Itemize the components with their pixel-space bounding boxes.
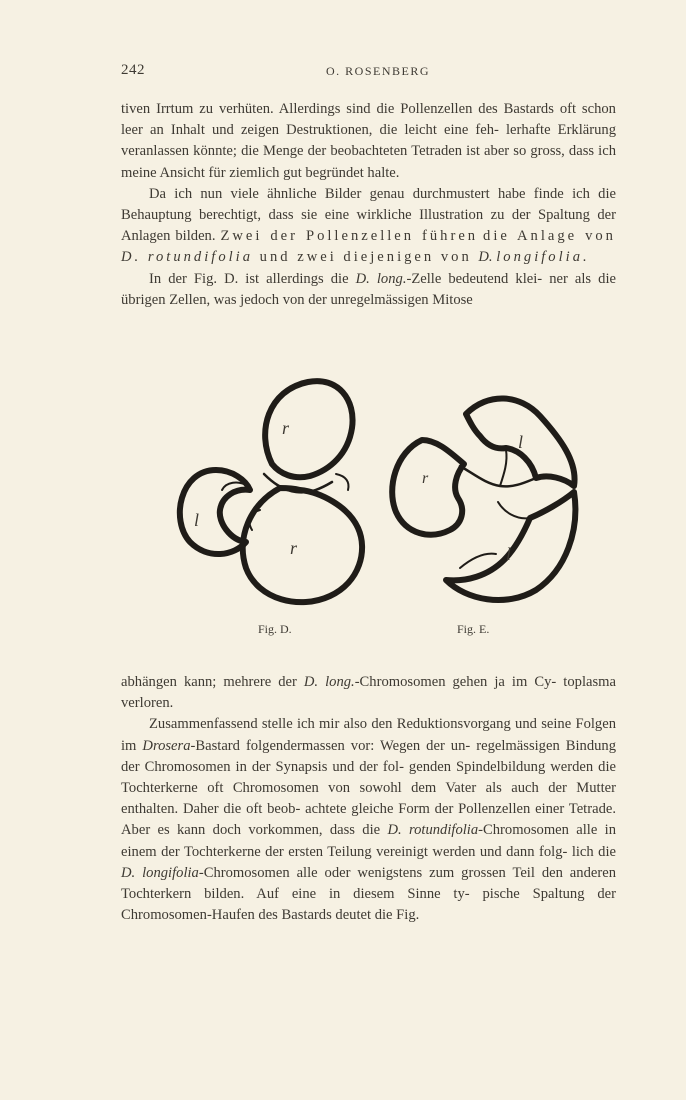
text-line: ner als die übrigen Zellen, was jedoch von der unregelmässigen Mitose — [121, 270, 616, 308]
fig-d-bottom-cell — [243, 488, 362, 602]
figure-caption-d: Fig. D. — [258, 622, 292, 636]
figure-panel — [160, 370, 600, 640]
page-number: 242 — [121, 62, 145, 78]
page-header — [121, 62, 606, 86]
paragraph-2 — [121, 184, 616, 269]
paragraph-5 — [121, 714, 616, 926]
text-line: oft schon leer an Inhalt und zeigen Destruktionen, die leicht eine feh- — [121, 101, 616, 139]
text-line: -Chromosomen alle in einem — [121, 822, 617, 860]
text-line: ich die Behauptung berechtigt, dass sie eine wirkliche Illustration zu — [121, 185, 617, 224]
fig-d-label-top: r — [282, 418, 290, 438]
text-line: seine Folgen im — [121, 716, 616, 754]
fig-e-label-left: r — [422, 470, 429, 487]
text-line: -Bastard folgendermassen vor: Wegen der un- — [190, 737, 471, 754]
text-line: sowohl dem Vater als auch der Mutter enthalten. Daher die oft beob- — [121, 780, 616, 818]
text-line: -Zelle bedeutend klei- — [406, 270, 543, 287]
fig-e-label-top-right: l — [518, 432, 524, 452]
species-name: D. rotundifolia — [387, 822, 479, 839]
species-name: longifolia. — [496, 249, 590, 266]
spaced-text: und zwei diejenigen von — [253, 249, 479, 266]
running-head: O. ROSENBERG — [326, 64, 431, 78]
text-line: genden Spindelbildung werden die Tochterkerne oft Chromosomen von — [121, 758, 616, 797]
species-name: D. longifolia — [121, 864, 199, 881]
fig-e-spindle — [460, 466, 536, 486]
text-line: tiven Irrtum zu verhüten. Allerdings sind die Pollenzellen des Bastards — [121, 101, 554, 117]
species-name: D. long. — [303, 674, 355, 690]
species-name: D. — [478, 249, 493, 266]
text-line: achtete gleiche Form der Pollenzellen einer Tetrade. Aber es kann — [121, 801, 616, 839]
text-line: Tetraden ist aber so gross, dass ich meine Ansicht für ziemlich gut — [121, 143, 617, 181]
fig-d-label-left: l — [194, 510, 200, 530]
spaced-text: die Anlage von — [483, 228, 616, 245]
text-line: Da ich nun viele ähnliche Bilder genau durchmustert habe finde — [149, 185, 564, 202]
text-line: der Tochterkerne der ersten Teilung vereinigt werden und dann folg- — [161, 843, 568, 860]
fig-e-label-bottom: l — [506, 544, 512, 564]
text-line: In der Fig. D. ist allerdings die — [149, 270, 356, 287]
text-line: -Chromosomen alle oder wenigstens zum grossen — [198, 864, 506, 881]
text-line: Zusammenfassend stelle ich mir also den Reduktionsvorgang und — [149, 716, 537, 733]
text-line: der Spaltung der Anlagen bilden. — [121, 207, 616, 245]
tetrad-drawings — [160, 370, 600, 630]
paragraph-4 — [121, 672, 616, 714]
text-line: Teil den anderen Tochterkern bilden. Auf eine in diesem Sinne ty- — [121, 864, 616, 903]
text-line: pische Spaltung der Chromosomen-Haufen des Bastards deutet die Fig. — [121, 886, 616, 924]
fig-d-label-bottom: r — [290, 538, 298, 558]
fig-d-top-cell — [265, 381, 352, 477]
text-line: doch vorkommen, dass die — [212, 822, 388, 839]
text-line: lich die — [571, 843, 616, 860]
text-line: lerhafte Erklärung veranlassen könnte; die Menge der beobachteten — [121, 122, 617, 160]
text-line: toplasma verloren. — [121, 674, 616, 712]
paragraph-1 — [121, 99, 616, 184]
text-line: abhängen kann; mehrere der — [121, 674, 304, 690]
paragraph-3 — [121, 269, 616, 311]
species-name: D. long. — [355, 270, 407, 287]
lower-text-block — [121, 672, 616, 926]
text-line: regelmässigen Bindung der Chromosomen in der Synapsis und der fol- — [121, 737, 617, 775]
text-line: begründet halte. — [305, 164, 400, 181]
text-line: -Chromosomen gehen ja im Cy- — [354, 674, 557, 690]
genus-name: Drosera — [142, 737, 191, 754]
figure-caption-e: Fig. E. — [457, 622, 490, 636]
species-name: D. rotundifolia — [121, 249, 254, 266]
spaced-text: Zwei der Pollenzellen führen — [220, 228, 479, 245]
upper-text-block — [121, 99, 616, 311]
